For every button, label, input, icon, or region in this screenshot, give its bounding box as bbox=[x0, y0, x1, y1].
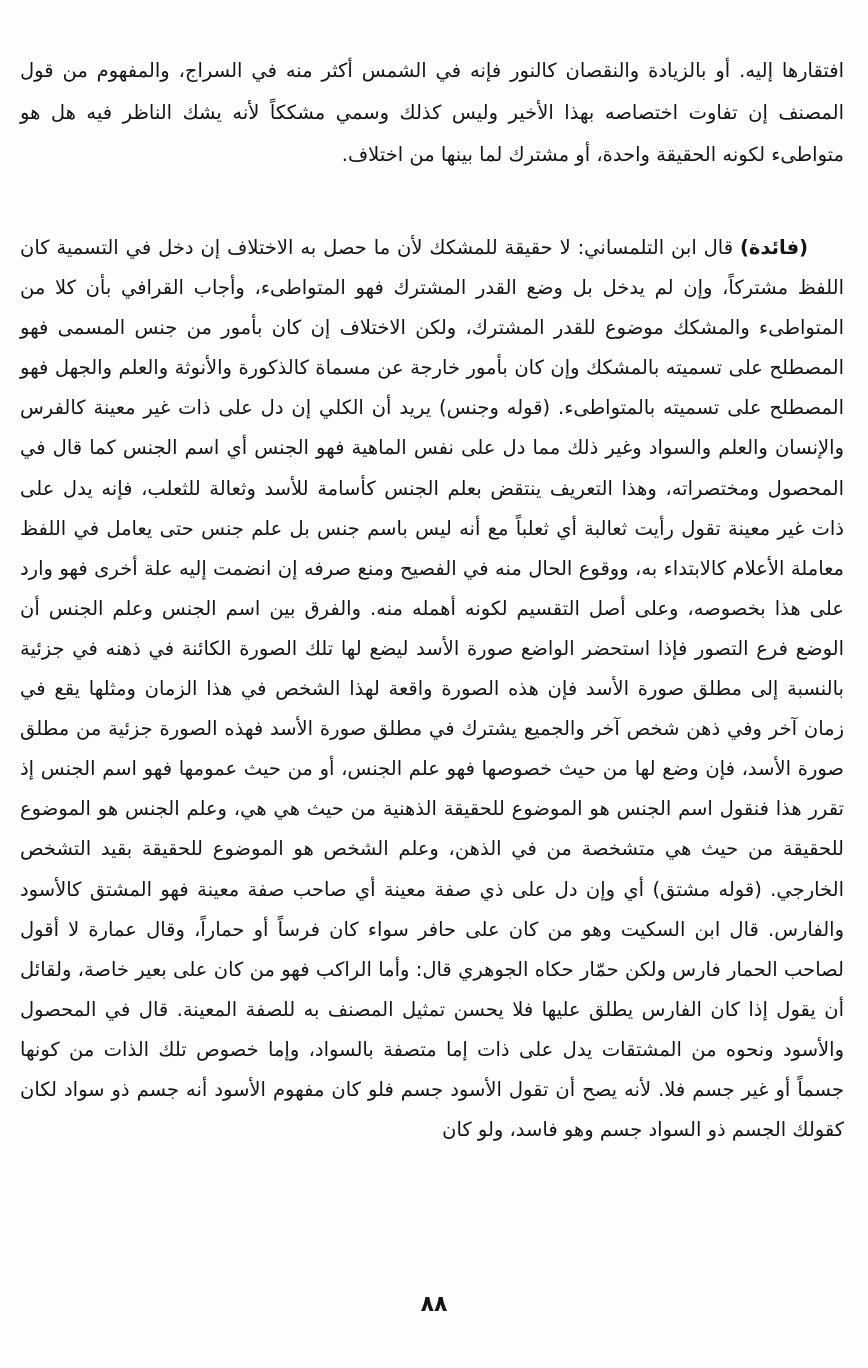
paragraph-2-heading: (فائدة) bbox=[739, 236, 808, 259]
paragraph-1-text: افتقارها إليه. أو بالزيادة والنقصان كالنور فإنه في الشمس أكثر منه في السراج، والمفهوم من قول المصنف إن تفاوت اختصاصه بهذا الأخير وليس كذلك وسمي مشككاً لأنه يشك الناظر فيه هل هو متواطىء لكونه الحقيقة واحدة، أو مشترك لما بينها من اختلاف. bbox=[20, 59, 844, 166]
paragraph-1 bbox=[20, 50, 844, 176]
page-number: ٨٨ bbox=[420, 1292, 448, 1317]
paragraph-2-body: قال ابن التلمساني: لا حقيقة للمشكك لأن ما حصل به الاختلاف إن دخل في التسمية كان اللفظ مشتركاً، وإن لم يدخل بل وضع القدر المشترك فهو المتواطىء، وأجاب القرافي بأن كلا من المتواطىء والمشكك موضوع للقدر المشترك، ولكن الاختلاف إن كان بأمور من جنس المسمى فهو المصطلح على تسميته بالمشكك وإن كان بأمور خارجة عن مسماة كالذكورة والأنوثة والعلم والجهل فهو المصطلح على تسميته بالمتواطىء. (قوله وجنس) يريد أن الكلي إن دل على ذات غير معينة كالفرس والإنسان والعلم والسواد وغير ذلك مما دل على نفس الماهية فهو الجنس أي اسم الجنس كما قال في المحصول ومختصراته، وهذا التعريف ينتقض بعلم الجنس كأسامة للأسد وثعالة للثعلب، فإنه يدل على ذات غير معينة تقول رأيت ثعالبة أي ثعلباً مع أنه ليس باسم جنس بل علم جنس حتى يعامل في اللفظ معاملة الأعلام كالابتداء به، ووقوع الحال منه في الفصيح ومنع صرفه إن انضمت إليه علة أخرى فهو وارد على هذا بخصوصه، وعلى أصل التقسيم لكونه أهمله منه. والفرق بين اسم الجنس وعلم الجنس أن الوضع فرع التصور فإذا استحضر الواضع صورة الأسد ليضع لها تلك الصورة الكائنة في ذهنه في جزئية بالنسبة إلى مطلق صورة الأسد فإن هذه الصورة واقعة لهذا الشخص في هذا الزمان ومثلها يقع في زمان آخر وفي ذهن شخص آخر والجميع يشترك في مطلق صورة الأسد فهذه الصورة جزئية من مطلق صورة الأسد، فإن وضع لها من حيث خصوصها فهو علم الجنس، أو من حيث عمومها فهو اسم الجنس إذ تقرر هذا فنقول اسم الجنس هو الموضوع للحقيقة الذهنية من حيث هي هي، وعلم الجنس هو الموضوع للحقيقة من حيث هي متشخصة من في الذهن، وعلم الشخص هو الموضوع للحقيقة بقيد التشخص الخارجي. (قوله مشتق) أي وإن دل على ذي صفة معينة أي صاحب صفة معينة فهو المشتق كالأسود والفارس. قال ابن السكيت وهو من كان على حافر سواء كان فرساً أو حماراً، وقال عمارة لا أقول لصاحب الحمار فارس ولكن حمّار حكاه الجوهري قال: وأما الراكب فهو من كان على بعير خاصة، ولقائل أن يقول إذا كان الفارس يطلق عليها فلا يحسن تمثيل المصنف به للصفة المعينة. قال في المحصول والأسود ونحوه من المشتقات يدل على ذات إما متصفة بالسواد، وإما خصوص تلك الذات من كونها جسماً أو غير جسم فلا. لأنه يصح أن تقول الأسود جسم فلو كان مفهوم الأسود أنه جسم ذو سواد لكان كقولك الجسم ذو السواد جسم وهو فاسد، ولو كان bbox=[20, 236, 844, 1142]
paragraph-2 bbox=[20, 228, 844, 1150]
paragraph-2-text bbox=[20, 228, 844, 1150]
